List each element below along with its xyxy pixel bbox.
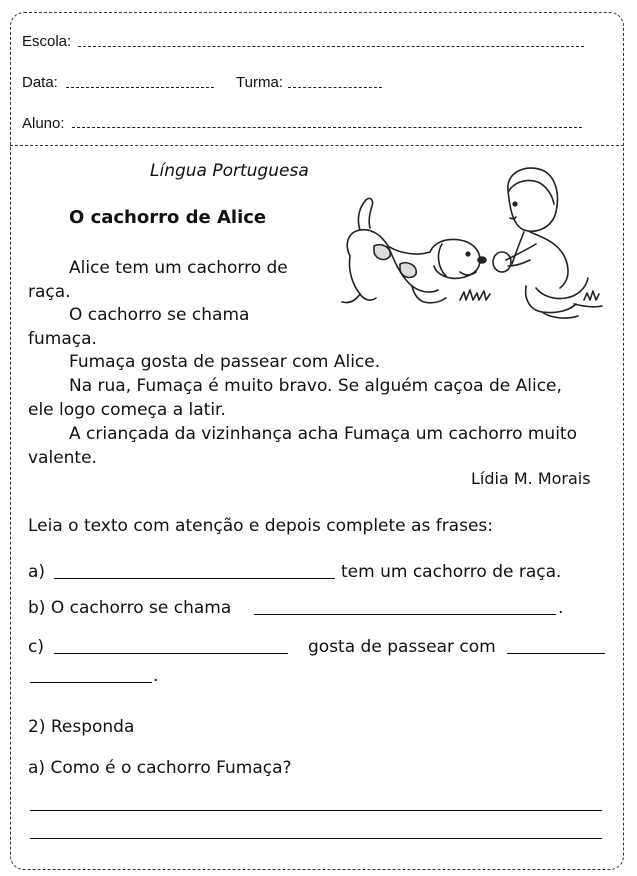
story-line: raça. (28, 282, 71, 302)
item-c-blank-1[interactable] (54, 653, 288, 654)
escola-field[interactable] (78, 46, 584, 47)
author-credit: Lídia M. Morais (471, 469, 591, 488)
story-line: Fumaça gosta de passear com Alice. (69, 352, 381, 372)
story-line: Alice tem um cachorro de (69, 258, 288, 278)
escola-label: Escola: (22, 33, 72, 50)
aluno-label: Aluno: (22, 115, 65, 132)
exercise-instruction: Leia o texto com atenção e depois complete as frases: (28, 516, 494, 536)
turma-field[interactable] (288, 87, 382, 88)
item-a-suffix: tem um cachorro de raça. (341, 562, 562, 582)
question-a: a) Como é o cachorro Fumaça? (28, 758, 292, 778)
item-b-prefix: b) O cachorro se chama (28, 598, 232, 618)
item-a-prefix: a) (28, 562, 46, 582)
item-a-blank[interactable] (54, 578, 335, 579)
item-c-suffix: . (153, 666, 159, 686)
story-title: O cachorro de Alice (69, 207, 267, 228)
item-c-blank-3[interactable] (30, 682, 152, 683)
item-b-suffix: . (558, 598, 564, 618)
story-line: A criançada da vizinhança acha Fumaça um cachorro muito (69, 424, 577, 444)
exercise2-heading: 2) Responda (28, 717, 135, 737)
item-c-blank-2[interactable] (507, 653, 605, 654)
girl-and-dog-illustration (330, 160, 610, 332)
answer-line-2[interactable] (30, 838, 602, 839)
story-line: ele logo começa a latir. (28, 400, 226, 420)
item-c-prefix: c) (28, 637, 44, 657)
subject-heading: Língua Portuguesa (150, 161, 309, 181)
header-separator (10, 145, 624, 146)
item-b-blank[interactable] (254, 614, 556, 615)
item-c-middle: gosta de passear com (308, 637, 496, 657)
turma-label: Turma: (236, 74, 283, 91)
story-line: O cachorro se chama (69, 305, 250, 325)
story-line: fumaça. (28, 329, 97, 349)
story-line: valente. (28, 448, 97, 468)
aluno-field[interactable] (72, 127, 582, 128)
story-line: Na rua, Fumaça é muito bravo. Se alguém caçoa de Alice, (69, 376, 562, 396)
answer-line-1[interactable] (30, 810, 602, 811)
data-label: Data: (22, 74, 58, 91)
data-field[interactable] (66, 87, 214, 88)
